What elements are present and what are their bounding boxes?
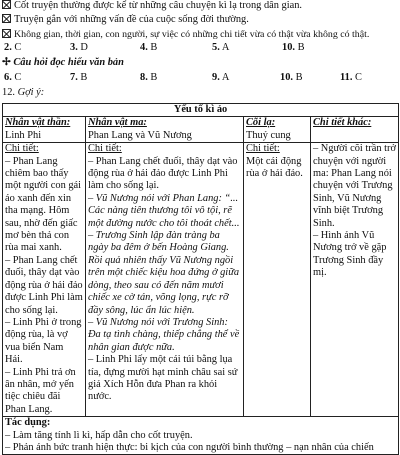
checked-box-icon [2,14,11,23]
checkbox-line [2,0,302,12]
table-title: Yếu tố kì ảo [3,104,399,117]
table-details-row [3,143,399,417]
details-god: Chi tiết: – Phan Lang chiêm bao thấy một người con gái áo xanh đến xin tha mạng. Hôm sau, nhờ đến giấc mơ bèn thả con rùa mai xanh. – Phan Lang chết đuối, thây dạt vào động rùa ở hải đảo được Linh Phi làm cho sống lại. – Linh Phi ở trong động rùa, là vợ vua biển Nam Hải. – Linh Phi trả ơn ân nhân, mở yến tiệc chiêu đãi Phan Lang. [3,143,86,417]
answer-item: 2. C [4,42,22,53]
checkbox-line [2,13,249,26]
header-other-details: Chi tiết khác: [311,117,399,143]
checked-box-icon [2,0,11,9]
header-god-character: Nhân vật thần: Linh Phi [3,117,86,143]
checkbox-line [2,28,369,41]
star-bullet-icon: ✢ [2,57,11,68]
answer-item: 6. C [4,72,22,83]
answer-item: 10. B [280,72,303,83]
supernatural-elements-table [2,103,399,455]
answer-item: 7. B [70,72,88,83]
checkbox-text: Cốt truyện thường được kể từ những câu chuyện kì lạ trong dân gian. [14,0,303,11]
checkbox-text: Truyện gắn với những vấn đề của cuộc sống đời thường. [14,14,249,25]
details-realm: Chi tiết: Một cái động rùa ở hải đảo. [244,143,311,417]
checked-box-icon [2,29,11,38]
details-other: – Người cõi trần trở chuyện với người ma: Phan Lang nói chuyện với Trương Sinh, Vũ Nương vĩnh biệt Trương Sinh. – Hình ảnh Vũ Nương trở về gặp Trương Sinh đầy mị. [311,143,399,417]
answer-item: 3. D [70,42,88,53]
checkbox-text: Không gian, thời gian, con người, sự việc có những chi tiết vừa có thật vừa không có thật. [14,29,370,40]
effect-cell: Tác dụng: – Làm tăng tính lì kì, hấp dẫn cho cốt truyện. – Phản ánh bức tranh hiện thực: bi kịch của con người bình thường – nạn nhân của chiến [3,417,399,455]
answer-item: 4. B [140,42,158,53]
answer-item: 8. B [140,72,158,83]
answer-item: 9. A [212,72,230,83]
answer-item: 10. B [282,42,305,53]
table-header-row [3,117,399,143]
question-12-hint: 12. Gợi ý: [2,87,45,98]
header-ghost-character: Nhân vật ma: Phan Lang và Vũ Nương [86,117,244,143]
answer-item: 5. A [212,42,230,53]
section-title: ✢ Câu hỏi đọc hiểu văn bản [2,57,124,68]
answer-item: 11. C [340,72,362,83]
table-effect-row [3,417,399,455]
header-strange-realm: Cõi lạ: Thuỷ cung [244,117,311,143]
table-title-row [3,104,399,117]
details-ghost: Chi tiết: – Phan Lang chết đuối, thây dạt vào động rùa ở hải đảo được Linh Phi làm cho sống lại. – Vũ Nương nói với Phan Lang: “... Các nàng tiên thương tôi vô tội, rẽ một đường nước cho tôi thoát chết... – Trương Sinh lập đàn tràng ba ngày ba đêm ở bến Hoàng Giang. Rồi quả nhiên thấy Vũ Nương ngồi trên một chiếc kiệu hoa đứng ở giữa dòng, theo sau có đến năm mươi chiếc xe cờ tán, võng lọng, rực rỡ đầy sông, lúc ẩn lúc hiện. – Vũ Nương nói với Trương Sinh: Đa tạ tình chàng, thiếp chẳng thể về nhân gian được nữa. – Linh Phi lấy một cái túi bằng lụa tía, đựng mười hạt minh châu sai sứ giả Xích Hỗn đưa Phan ra khỏi nước. [86,143,244,417]
